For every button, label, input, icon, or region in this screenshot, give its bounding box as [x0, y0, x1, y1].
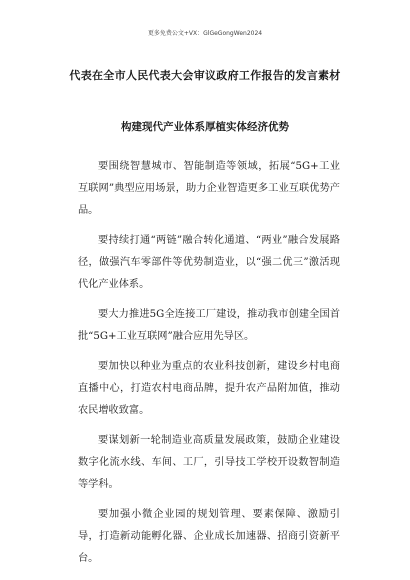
paragraph: 要加强小微企业园的规划管理、要素保障、激励引导，打造新动能孵化器、企业成长加速器、招商引资新平台。: [78, 509, 340, 564]
document-subtitle: 构建现代产业体系厚植实体经济优势: [121, 121, 289, 133]
paragraph: 要围绕智慧城市、智能制造等领域，拓展“5G+工业互联网”典型应用场景，助力企业智造更多工业互联优势产品。: [78, 161, 340, 216]
paragraph: 要持续打通“两链”融合转化通道、“两业”融合发展路径，做强汽车零部件等优势制造业，以“强二优三”激活现代化产业体系。: [78, 235, 340, 290]
paragraph: 要谋划新一轮制造业高质量发展政策，鼓励企业建设数字化流水线、车间、工厂，引导技工学校开设数智制造等学科。: [78, 435, 340, 490]
header-note: 更多免费公文+VX：GlGeGongWen2024: [147, 30, 263, 37]
body-text: [78, 156, 340, 578]
paragraph: 要大力推进5G全连接工厂建设，推动我市创建全国首批“5G+工业互联网”融合应用先导区。: [78, 309, 340, 342]
paragraph: 要加快以种业为重点的农业科技创新，建设乡村电商直播中心，打造农村电商品牌，提升农产品附加值，推动农民增收致富。: [78, 361, 340, 416]
document-title: 代表在全市人民代表大会审议政府工作报告的发言素材: [69, 69, 341, 82]
